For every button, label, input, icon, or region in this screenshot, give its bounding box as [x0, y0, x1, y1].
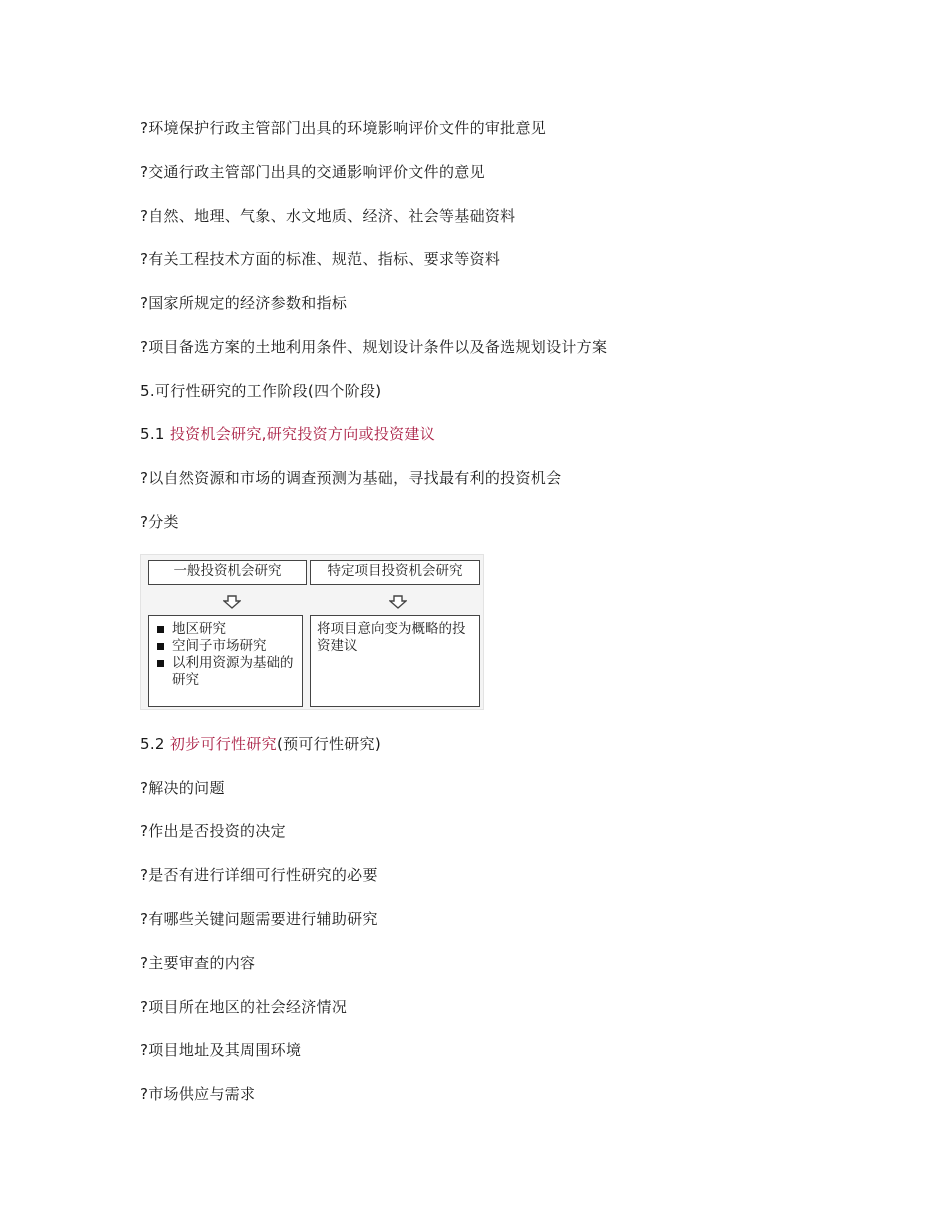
diagram-box-general: 一般投资机会研究 [148, 560, 307, 585]
list-item-text: 以利用资源为基础的 [172, 655, 294, 671]
paragraph-line: ?有关工程技术方面的标准、规范、指标、要求等资料 [140, 250, 501, 268]
paragraph-line: ?作出是否投资的决定 [140, 822, 286, 840]
investment-opportunity-diagram [140, 554, 484, 710]
section-heading-5: 5.可行性研究的工作阶段(四个阶段) [140, 382, 382, 400]
paragraph-line: ?环境保护行政主管部门出具的环境影响评价文件的审批意见 [140, 119, 547, 137]
paragraph-line: ?市场供应与需求 [140, 1085, 256, 1103]
paragraph-line: ?项目备选方案的土地利用条件、规划设计条件以及备选规划设计方案 [140, 338, 608, 356]
section-title: 投资机会研究,研究投资方向或投资建议 [169, 425, 436, 443]
section-title-suffix: (预可行性研究) [276, 735, 382, 753]
diagram-text: 资建议 [317, 638, 358, 654]
section-heading-5-2 [140, 734, 381, 754]
paragraph-line: ?有哪些关键问题需要进行辅助研究 [140, 910, 378, 928]
square-bullet-icon [157, 626, 164, 633]
paragraph-line: ?主要审查的内容 [140, 954, 256, 972]
list-item [157, 655, 298, 672]
down-arrow-icon [223, 595, 241, 609]
section-number: 5.1 [140, 425, 165, 443]
square-bullet-icon [157, 660, 164, 667]
list-item-continuation: 研究 [172, 672, 199, 688]
square-bullet-icon [157, 643, 164, 650]
section-heading-5-1 [140, 424, 435, 444]
down-arrow-icon [389, 595, 407, 609]
paragraph-line: ?自然、地理、气象、水文地质、经济、社会等基础资料 [140, 207, 516, 225]
list-item [157, 621, 298, 638]
list-item [157, 638, 298, 655]
paragraph-line: ?是否有进行详细可行性研究的必要 [140, 866, 378, 884]
list-item-text: 空间子市场研究 [172, 638, 267, 654]
section-title: 初步可行性研究 [169, 735, 277, 753]
paragraph-line: ?解决的问题 [140, 779, 225, 797]
diagram-box-specific-details [310, 615, 480, 707]
paragraph-line: ?交通行政主管部门出具的交通影响评价文件的意见 [140, 163, 485, 181]
paragraph-line: ?分类 [140, 513, 179, 531]
diagram-box-general-details [148, 615, 303, 707]
diagram-text: 将项目意向变为概略的投 [317, 621, 466, 637]
paragraph-line: ?以自然资源和市场的调查预测为基础，寻找最有利的投资机会 [140, 469, 562, 487]
list-item-text: 地区研究 [172, 621, 226, 637]
diagram-box-specific: 特定项目投资机会研究 [310, 560, 480, 585]
paragraph-line: ?国家所规定的经济参数和指标 [140, 294, 348, 312]
paragraph-line: ?项目地址及其周围环境 [140, 1041, 302, 1059]
section-number: 5.2 [140, 735, 165, 753]
paragraph-line: ?项目所在地区的社会经济情况 [140, 998, 348, 1016]
